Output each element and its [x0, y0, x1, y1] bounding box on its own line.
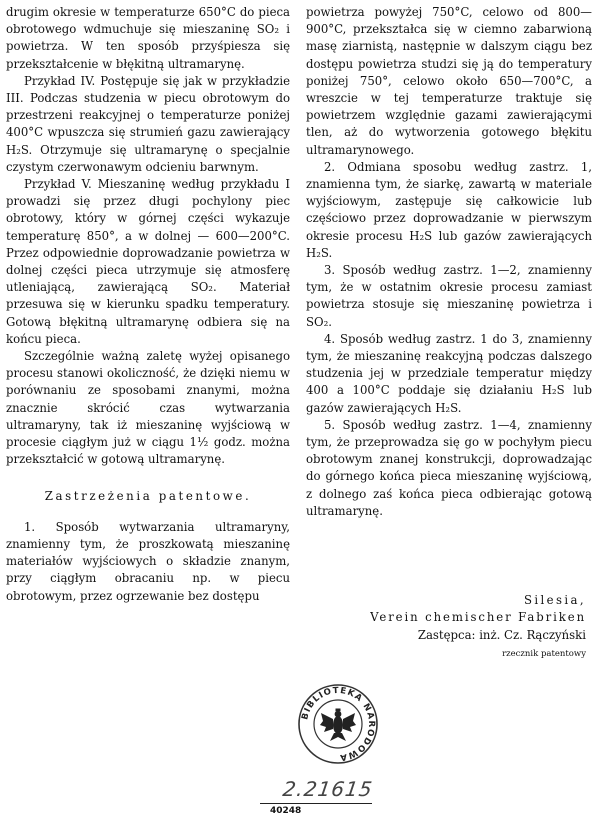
library-stamp: [297, 683, 379, 765]
right-column: [306, 4, 592, 520]
advantage-paragraph: Szczególnie ważną zaletę wyżej opisanego procesu stanowi okoliczność, że dzięki niemu w porównaniu ze sposobami znanymi, można znacznie skrócić czas wytwarzania ultramaryny, tak iż mieszaninę wyjściową w procesie ciągłym już w ciągu 1½ godz. można przekształcić w gotową ultramarynę.: [6, 349, 290, 467]
claim-1-continued: powietrza powyżej 750°C, celowo od 800—900°C, przekształca się w ciemno zabarwioną masę ziarnistą, następnie w dalszym ciągu bez dostępu powietrza studzi się ją do temperatury poniżej 750°, celowo około 650—700°C, a wreszcie w tej temperaturze traktuje się powietrzem względnie gazami zawierającymi tlen, aż do wytworzenia gotowego błękitu ultramarynowego.: [306, 5, 592, 157]
signature-block: [306, 592, 586, 661]
page-number: 40248: [270, 806, 302, 816]
company-name-line2: Verein chemischer Fabriken: [370, 610, 586, 625]
claims-heading: Zastrzeżenia patentowe.: [44, 489, 252, 504]
handwritten-number: 2.21615: [281, 777, 375, 801]
claim-1: 1. Sposób wytwarzania ultramaryny, znamienny tym, że proszkowatą mieszaninę materiałów wyjściowych o składzie znanym, przy ciągłym obracaniu np. w piecu obrotowym, przez ogrzewanie bez dostępu: [6, 519, 290, 603]
left-column: [6, 4, 290, 605]
claim-2: 2. Odmiana sposobu według zastrz. 1, znamienna tym, że siarkę, zawartą w materiale wyjściowym, zastępuje się całkowicie lub częściowo przez doprowadzanie w pierwszym okresie procesu H₂S lub gazów zawierających H₂S.: [306, 159, 592, 260]
example-iv: Przykład IV. Postępuje się jak w przykładzie III. Podczas studzenia w piecu obrotowym do przestrzeni reakcyjnej o temperaturze poniżej 400°C wpuszcza się strumień gazu zawierający H₂S. Otrzymuje się ultramarynę o specjalnie czystym czerwonawym odcieniu barwnym.: [6, 73, 290, 174]
svg-text:BIBLIOTEKA NARODOWA: BIBLIOTEKA NARODOWA: [300, 685, 377, 763]
paragraph: drugim okresie w temperaturze 650°C do pieca obrotowego wdmuchuje się mieszaninę SO₂ i powietrza. W ten sposób przyśpiesza się przekształcenie w błękitną ultramarynę.: [6, 5, 290, 71]
claim-5: 5. Sposób według zastrz. 1—4, znamienny tym, że przeprowadza się go w pochyłym piecu obrotowym znanej konstrukcji, doprowadzając do górnego końca pieca mieszaninę wyjściową, z dolnego zaś końca pieca odbierając gotową ultramarynę.: [306, 417, 592, 518]
divider: [260, 803, 372, 804]
eagle-icon: [320, 709, 356, 742]
claim-4: 4. Sposób według zastrz. 1 do 3, znamienny tym, że mieszaninę reakcyjną podczas dalszego studzenia jej w przedziale temperatur między 400 a 100°C poddaje się działaniu H₂S lub gazów zawierających H₂S.: [306, 331, 592, 415]
representative-name: Zastępca: inż. Cz. Rączyński: [417, 627, 586, 642]
company-name-line1: Silesia,: [523, 593, 586, 607]
example-v: Przykład V. Mieszaninę według przykładu I prowadzi się przez długi pochylony piec obrotowy, który w górnej części wykazuje temperaturę 850°, a w dolnej — 600—200°C. Przez odpowiednie doprowadzanie powietrza w dolnej części pieca utrzymuje się atmosferę utleniającą, zawierającą SO₂. Materiał przesuwa się w kierunku spadku temperatury. Gotową błękitną ultramarynę odbiera się na końcu pieca.: [6, 177, 290, 346]
claim-3: 3. Sposób według zastrz. 1—2, znamienny tym, że w ostatnim okresie procesu zamiast powietrza stosuje się mieszaninę powietrza i SO₂.: [306, 263, 592, 329]
representative-role: rzecznik patentowy: [502, 649, 586, 660]
